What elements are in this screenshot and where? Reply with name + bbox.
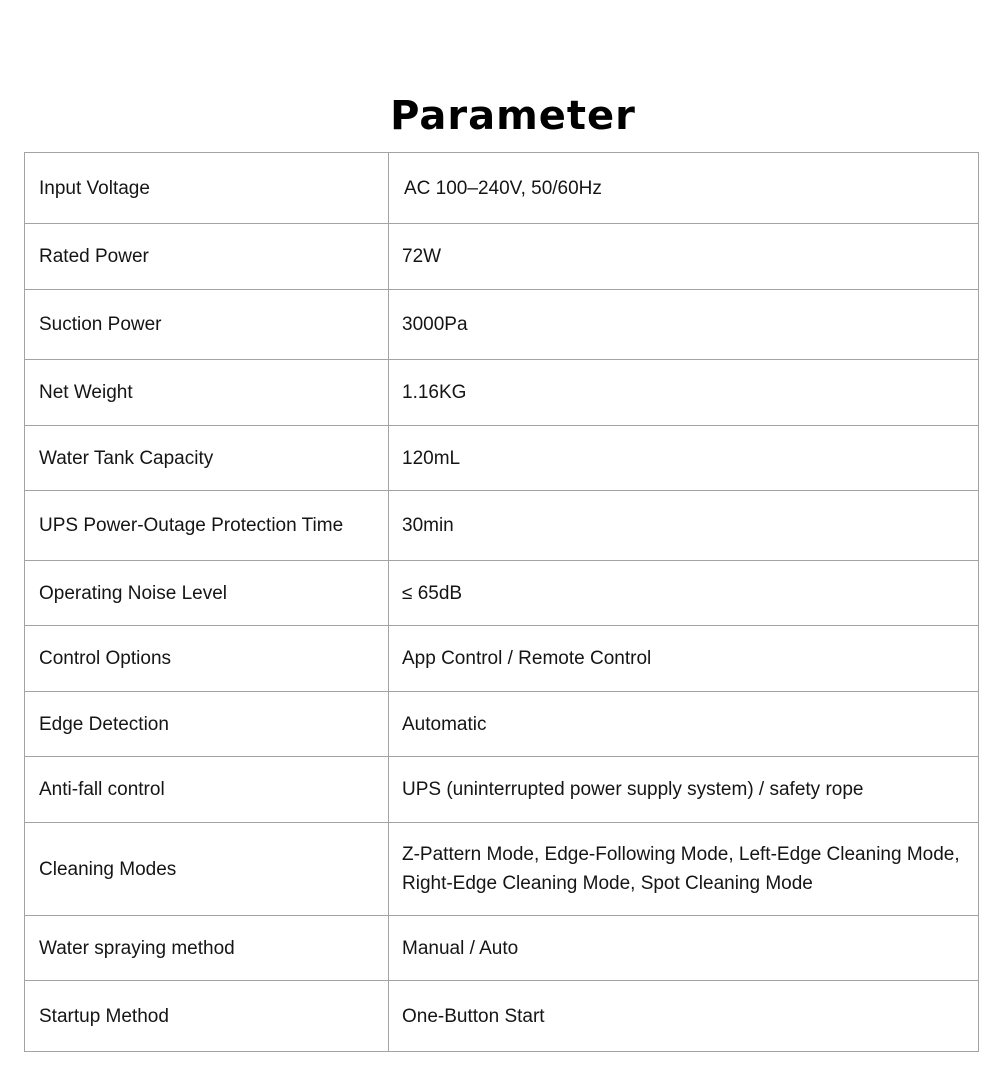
row-label: Control Options — [39, 648, 172, 669]
row-value: Automatic — [402, 713, 487, 735]
row-value: 72W — [402, 246, 442, 267]
row-label-cell — [25, 360, 389, 426]
table-row — [25, 491, 979, 561]
row-value-cell — [389, 224, 979, 290]
row-value-cell — [389, 692, 979, 757]
table-row — [25, 692, 979, 757]
row-label-cell — [25, 426, 389, 491]
spec-table-body — [25, 153, 979, 1052]
row-label: Cleaning Modes — [39, 858, 177, 880]
row-value-cell — [389, 153, 979, 224]
table-row — [25, 757, 979, 823]
row-value-cell — [389, 626, 979, 692]
row-value: Manual / Auto — [402, 937, 519, 959]
row-value: Z-Pattern Mode, Edge-Following Mode, Left-Edge Cleaning Mode, Right-Edge Cleaning Mode, Spot Cleaning Mode — [402, 844, 960, 894]
row-value: 3000Pa — [402, 314, 468, 335]
row-label-cell — [25, 290, 389, 360]
row-value: UPS (uninterrupted power supply system) / safety rope — [402, 779, 864, 800]
row-value: 30min — [402, 515, 454, 536]
row-label-cell — [25, 224, 389, 290]
row-value-cell — [389, 491, 979, 561]
table-row — [25, 360, 979, 426]
row-value: AC 100–240V, 50/60Hz — [404, 177, 602, 199]
row-label-cell — [25, 491, 389, 561]
row-value-cell — [389, 561, 979, 626]
row-label: Input Voltage — [39, 177, 150, 199]
table-row — [25, 981, 979, 1052]
table-row — [25, 426, 979, 491]
table-row — [25, 626, 979, 692]
row-value-cell — [389, 426, 979, 491]
row-value: One-Button Start — [402, 1005, 545, 1027]
row-label: UPS Power-Outage Protection Time — [39, 515, 344, 536]
table-row — [25, 916, 979, 981]
table-row — [25, 823, 979, 916]
row-label: Operating Noise Level — [39, 582, 227, 604]
row-value-cell — [389, 981, 979, 1052]
row-label: Startup Method — [39, 1005, 169, 1027]
row-label: Edge Detection — [39, 713, 169, 735]
row-label-cell — [25, 916, 389, 981]
row-label: Water spraying method — [39, 937, 235, 959]
row-value-cell — [389, 360, 979, 426]
table-row — [25, 153, 979, 224]
spec-table — [24, 152, 979, 1052]
table-row — [25, 561, 979, 626]
row-label: Suction Power — [39, 314, 162, 335]
table-row — [25, 290, 979, 360]
row-label-cell — [25, 626, 389, 692]
row-label-cell — [25, 823, 389, 916]
row-label: Rated Power — [39, 246, 149, 267]
table-row — [25, 224, 979, 290]
page-title: Parameter — [390, 93, 636, 139]
row-label-cell — [25, 981, 389, 1052]
row-value-cell — [389, 290, 979, 360]
row-value-cell — [389, 916, 979, 981]
row-label-cell — [25, 757, 389, 823]
row-label: Water Tank Capacity — [39, 447, 214, 469]
row-value: 1.16KG — [402, 382, 467, 403]
row-value: ≤ 65dB — [402, 582, 463, 604]
row-value: App Control / Remote Control — [402, 648, 652, 669]
row-label-cell — [25, 153, 389, 224]
row-value: 120mL — [402, 447, 461, 469]
row-value-cell — [389, 757, 979, 823]
row-value-cell — [389, 823, 979, 916]
row-label-cell — [25, 692, 389, 757]
row-label-cell — [25, 561, 389, 626]
row-label: Net Weight — [39, 382, 133, 403]
row-label: Anti-fall control — [39, 779, 165, 800]
